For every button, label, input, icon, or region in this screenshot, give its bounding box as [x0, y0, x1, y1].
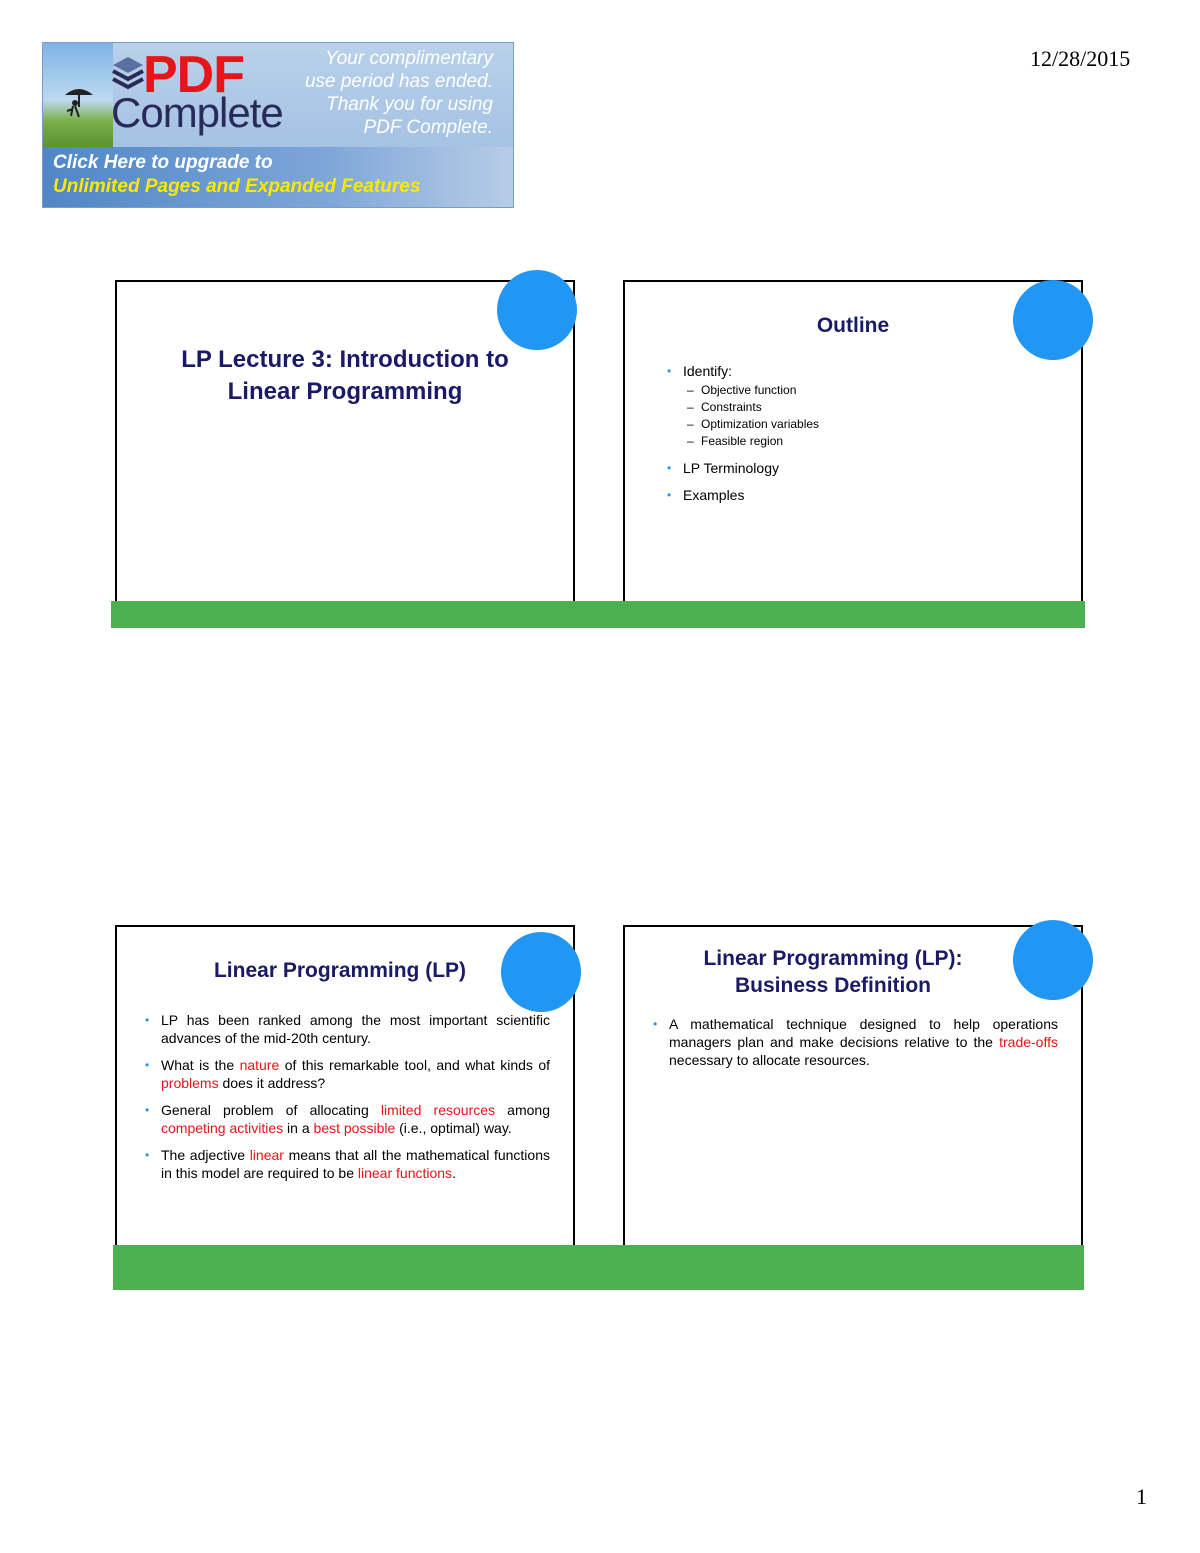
blue-circle-decoration — [1013, 920, 1093, 1000]
slide-heading: Outline — [816, 314, 890, 337]
sub-list-item: – Optimization variables — [683, 416, 1045, 433]
list-item: • Examples — [665, 486, 1045, 504]
slide-business-definition — [623, 925, 1083, 1247]
slide-heading-line2: Business Definition — [734, 974, 932, 997]
logo-complete-text: Complete — [111, 89, 283, 136]
blue-circle-decoration — [501, 932, 581, 1012]
text-run: among — [495, 1102, 550, 1118]
blue-circle-decoration — [497, 270, 577, 350]
text-run: . — [452, 1165, 456, 1181]
blue-circle-decoration — [1013, 280, 1093, 360]
text-run: necessary to allocate resources. — [669, 1052, 870, 1068]
umbrella-figure-icon — [61, 83, 97, 123]
banner-message-line: use period has ended. — [304, 71, 493, 92]
lecture-title-line1: LP Lecture 3: Introduction to — [181, 346, 509, 373]
page-number: 1 — [1136, 1484, 1147, 1509]
slide-heading-line1: Linear Programming (LP): — [703, 947, 963, 970]
banner-message — [263, 47, 493, 139]
lp-bullet-list — [143, 1011, 550, 1191]
upgrade-link-line2[interactable]: Unlimited Pages and Expanded Features — [53, 176, 421, 197]
highlight-text: linear functions — [357, 1165, 453, 1181]
upgrade-link[interactable] — [53, 151, 420, 199]
list-item — [143, 1011, 550, 1047]
text-run: (i.e., optimal) way. — [395, 1120, 512, 1136]
sub-list — [683, 382, 1045, 450]
text-run: does it address? — [218, 1075, 326, 1091]
sub-list-item: – Constraints — [683, 399, 1045, 416]
upgrade-banner[interactable] — [42, 42, 514, 208]
list-item-text: Identify: — [683, 363, 733, 379]
definition-bullet-list — [651, 1015, 1058, 1078]
list-item: • LP Terminology — [665, 459, 1045, 477]
banner-photo — [43, 43, 113, 147]
list-item — [143, 1101, 550, 1137]
highlight-text: nature — [239, 1057, 280, 1073]
highlight-text: problems — [161, 1075, 219, 1091]
banner-message-line: Your complimentary — [325, 48, 493, 69]
highlight-text: competing activities — [161, 1120, 284, 1136]
list-item — [665, 362, 1045, 450]
document-date: 12/28/2015 — [1030, 46, 1131, 71]
text-run: in a — [283, 1120, 314, 1136]
text-run: of this remarkable tool, and what kinds of — [279, 1057, 550, 1073]
green-footer-bar — [111, 601, 1085, 628]
text-run: The adjective — [161, 1147, 250, 1163]
text-run: What is the — [161, 1057, 240, 1073]
lecture-title — [117, 344, 573, 408]
highlight-text: trade-offs — [999, 1034, 1058, 1050]
outline-list — [665, 362, 1045, 513]
logo-pdf-text: PDF — [143, 46, 244, 104]
text-run: A mathematical technique designed to help operations managers plan and make decisions relative to the — [669, 1016, 1058, 1050]
slide-heading: Linear Programming (LP) — [213, 959, 467, 982]
sub-list-item: – Objective function — [683, 382, 1045, 399]
highlight-text: limited resources — [380, 1102, 496, 1118]
green-footer-bar — [113, 1245, 1084, 1290]
text-run: LP has been ranked among the most important scientific advances of the mid-20th century. — [161, 1012, 550, 1046]
text-run: General problem of allocating — [161, 1102, 381, 1118]
list-item — [143, 1146, 550, 1182]
lecture-title-line2: Linear Programming — [227, 378, 463, 405]
list-item — [143, 1056, 550, 1092]
text-run: means that all the mathematical functions in this model are required to be — [161, 1147, 550, 1181]
banner-message-line: Thank you for using — [326, 94, 493, 115]
layers-logo-icon — [111, 53, 145, 93]
sub-list-item: – Feasible region — [683, 433, 1045, 450]
highlight-text: linear — [249, 1147, 284, 1163]
upgrade-link-line1[interactable]: Click Here to upgrade to — [53, 152, 273, 173]
highlight-text: best possible — [313, 1120, 396, 1136]
list-item — [651, 1015, 1058, 1069]
banner-message-line: PDF Complete. — [363, 117, 493, 138]
